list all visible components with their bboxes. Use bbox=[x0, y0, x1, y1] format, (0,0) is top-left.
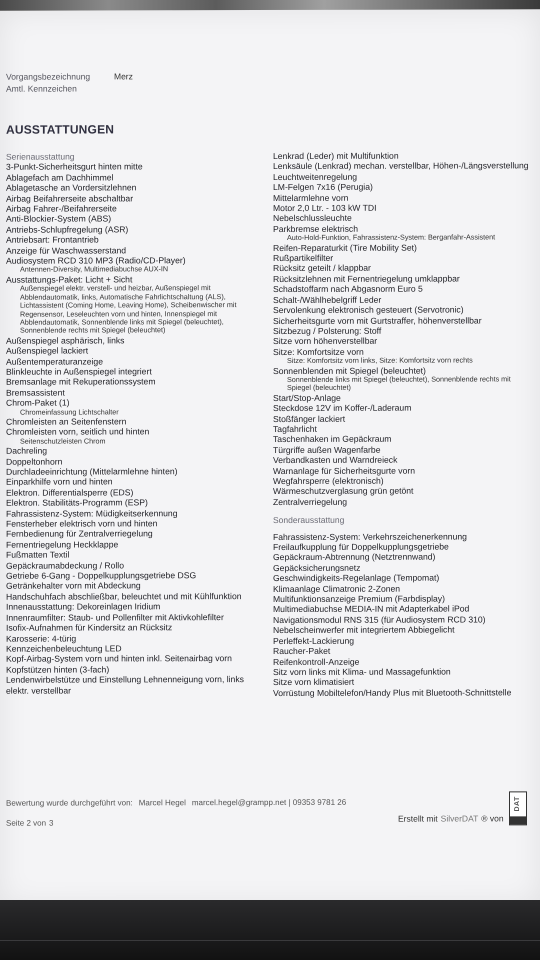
equipment-item: Getränkehalter vorn mit Abdeckung bbox=[6, 580, 141, 592]
kennzeichen-label: Amtl. Kennzeichen bbox=[6, 83, 77, 94]
equipment-item: Lendenwirbelstütze und Einstellung Lehnenneigung vorn, links elektr. verstellbar bbox=[6, 674, 244, 696]
equipment-item: Vorrüstung Mobiltelefon/Handy Plus mit Bluetooth-Schnittstelle bbox=[273, 687, 512, 698]
bewertung-name: Marcel Hegel bbox=[138, 798, 186, 808]
vorgang-label: Vorgangsbezeichnung bbox=[6, 71, 91, 82]
equipment-item: Warnanlage für Sicherheitsgurte vorn bbox=[273, 465, 416, 476]
equipment-item: Reifenkontroll-Anzeige bbox=[273, 656, 360, 667]
equipment-item: Durchladeeinrichtung (Mittelarmlehne hinten) bbox=[6, 466, 178, 477]
equipment-item: Tagfahrlicht bbox=[273, 423, 317, 434]
equipment-item: Fensterheber elektrisch vorn und hinten bbox=[6, 518, 158, 529]
equipment-detail: Sonnenblende links mit Spiegel (beleuchtet), Sonnenblende rechts mit Spiegel (beleuchtet) bbox=[287, 374, 511, 393]
equipment-item: Getriebe 6-Gang - Doppelkupplungsgetriebe DSG bbox=[6, 570, 197, 581]
equipment-item: Klimaanlage Climatronic 2-Zonen bbox=[273, 583, 401, 594]
equipment-item: Rücksitzlehnen mit Fernentriegelung umklappbar bbox=[273, 273, 460, 284]
equipment-item: Handschuhfach abschließbar, beleuchtet und mit Kühlfunktion bbox=[6, 590, 242, 602]
vorgang-value: Merz bbox=[114, 71, 133, 82]
equipment-item: Fahrassistenz-System: Verkehrszeichenerkennung bbox=[273, 531, 467, 542]
page-title: AUSSTATTUNGEN bbox=[6, 122, 115, 137]
equipment-item: Navigationsmodul RNS 315 (für Audiosystem RCD 310) bbox=[273, 614, 486, 625]
equipment-item: Chromleisten an Seitenfenstern bbox=[6, 416, 127, 427]
equipment-item: Fernentriegelung Heckklappe bbox=[6, 539, 119, 550]
equipment-list-sonder bbox=[273, 531, 535, 698]
section-title-serienausstattung: Serienausstattung bbox=[6, 151, 75, 162]
equipment-detail: Antennen-Diversity, Multimediabuchse AUX-IN bbox=[20, 264, 169, 275]
equipment-item: Außentemperaturanzeige bbox=[6, 355, 103, 367]
equipment-item: Bremsassistent bbox=[6, 387, 65, 398]
created-brand: SilverDAT bbox=[440, 813, 479, 824]
equipment-item: Steckdose 12V im Koffer-/Laderaum bbox=[273, 402, 412, 414]
equipment-item: Mittelarmlehne vorn bbox=[273, 192, 349, 203]
meta-row-kennzeichen bbox=[6, 82, 133, 94]
equipment-item: Fernbedienung für Zentralverriegelung bbox=[6, 528, 153, 540]
equipment-item: Ausstattungs-Paket: Licht + Sicht bbox=[6, 274, 133, 285]
equipment-item: Doppeltonhorn bbox=[6, 456, 63, 467]
equipment-item: Dachreling bbox=[6, 445, 48, 456]
created-suffix: ® von bbox=[481, 813, 504, 824]
equipment-item: Isofix-Aufnahmen für Kindersitz an Rücksitz bbox=[6, 622, 173, 633]
section-title-sonderausstattung: Sonderausstattung bbox=[273, 515, 345, 526]
footer bbox=[6, 796, 536, 828]
equipment-item: Nebelscheinwerfer mit integriertem Abbiegelicht bbox=[273, 624, 455, 636]
equipment-item: Chromleisten vorn, seitlich und hinten bbox=[6, 426, 150, 438]
equipment-item: Fußmatten Textil bbox=[6, 549, 70, 560]
equipment-item: Sitzbezug / Polsterung: Stoff bbox=[273, 325, 382, 336]
equipment-item: Außenspiegel asphärisch, links bbox=[6, 335, 125, 346]
equipment-item: Türgriffe außen Wagenfarbe bbox=[273, 444, 381, 455]
equipment-item: Reifen-Reparaturkit (Tire Mobility Set) bbox=[273, 242, 417, 253]
equipment-item: Ablagefach am Dachhimmel bbox=[6, 172, 114, 183]
created-with bbox=[398, 813, 504, 823]
bewertung-label: Bewertung wurde durchgeführt von: bbox=[6, 798, 133, 808]
equipment-list-left bbox=[6, 161, 268, 695]
equipment-detail: Auto-Hold-Funktion, Fahrassistenz-System: Berganfahr-Assistent bbox=[287, 232, 496, 243]
equipment-item: Lenkrad (Leder) mit Multifunktion bbox=[273, 150, 399, 161]
equipment-item: Anzeige für Waschwasserstand bbox=[6, 245, 127, 256]
equipment-item: Rücksitz geteilt / klappbar bbox=[273, 263, 371, 274]
equipment-item: Sitze vorn klimatisiert bbox=[273, 677, 355, 688]
equipment-item: Freilaufkupplung für Doppelkupplungsgetriebe bbox=[273, 541, 449, 553]
equipment-item: 3-Punkt-Sicherheitsgurt hinten mitte bbox=[6, 161, 143, 173]
equipment-item: Innenraumfilter: Staub- und Pollenfilter mit Aktivkohlefilter bbox=[6, 611, 224, 623]
equipment-item: Elektron. Differentialsperre (EDS) bbox=[6, 487, 134, 498]
equipment-item: Rußpartikelfilter bbox=[273, 252, 334, 264]
footer-bewertung bbox=[6, 797, 536, 807]
equipment-item: Nebelschlussleuchte bbox=[273, 213, 352, 224]
equipment-item: Motor 2,0 Ltr. - 103 kW TDI bbox=[273, 202, 377, 214]
dat-logo-icon bbox=[509, 791, 527, 825]
document-content bbox=[0, 9, 540, 905]
equipment-item: Lenksäule (Lenkrad) mechan. verstellbar, Höhen-/Längsverstellung bbox=[273, 160, 529, 172]
equipment-item: Verbandkasten und Warndreieck bbox=[273, 454, 398, 466]
equipment-item: Sitze vorn höhenverstellbar bbox=[273, 336, 378, 347]
equipment-item: Perleffekt-Lackierung bbox=[273, 635, 355, 646]
left-column bbox=[6, 151, 268, 696]
equipment-item: Kennzeichenbeleuchtung LED bbox=[6, 643, 122, 654]
meta-block bbox=[6, 70, 133, 94]
equipment-item: Innenausstattung: Dekoreinlagen Iridium bbox=[6, 601, 161, 612]
equipment-item: Elektron. Stabilitäts-Programm (ESP) bbox=[6, 497, 148, 508]
equipment-item: Servolenkung elektronisch gesteuert (Servotronic) bbox=[273, 304, 464, 316]
equipment-item: Audiosystem RCD 310 MP3 (Radio/CD-Player) bbox=[6, 255, 186, 266]
equipment-item: Stoßfänger lackiert bbox=[273, 413, 346, 424]
equipment-item: Leuchtweitenregelung bbox=[273, 171, 358, 182]
equipment-item: Ablagetasche an Vordersitzlehnen bbox=[6, 182, 137, 193]
equipment-item: Airbag Fahrer-/Beifahrerseite bbox=[6, 203, 117, 214]
equipment-item: Wärmeschutzverglasung grün getönt bbox=[273, 486, 414, 497]
equipment-item: Taschenhaken im Gepäckraum bbox=[273, 434, 392, 445]
photo-background-bottom bbox=[0, 900, 540, 960]
equipment-item: Sicherheitsgurte vorn mit Gurtstraffer, höhenverstellbar bbox=[273, 314, 482, 326]
equipment-item: Kopfstützen hinten (3-fach) bbox=[6, 664, 110, 675]
equipment-item: Anti-Blockier-System (ABS) bbox=[6, 213, 112, 225]
equipment-detail: Seitenschutzleisten Chrom bbox=[20, 436, 106, 446]
page-number bbox=[6, 819, 53, 828]
page-number-total: 3 bbox=[49, 818, 54, 828]
dat-logo-text: DAT bbox=[514, 796, 522, 812]
equipment-item: Gepäckraumabdeckung / Rollo bbox=[6, 560, 124, 571]
equipment-item: Schalt-/Wählhebelgriff Leder bbox=[273, 294, 382, 305]
equipment-item: Sitze: Komfortsitze vorn bbox=[273, 346, 364, 357]
equipment-item: Einparkhilfe vorn und hinten bbox=[6, 476, 113, 488]
equipment-item: Chrom-Paket (1) bbox=[6, 397, 70, 408]
equipment-detail: Sitze: Komfortsitz vorn links, Sitze: Komfortsitz vorn rechts bbox=[287, 355, 473, 366]
equipment-item: Schadstoffarm nach Abgasnorm Euro 5 bbox=[273, 283, 423, 295]
equipment-item: Gepäcksicherungsnetz bbox=[273, 562, 361, 573]
equipment-item: Fahrassistenz-System: Müdigkeitserkennung bbox=[6, 507, 178, 519]
equipment-item: Geschwindigkeits-Regelanlage (Tempomat) bbox=[273, 572, 440, 584]
dat-logo-bar bbox=[510, 816, 526, 824]
equipment-item: Zentralverriegelung bbox=[273, 496, 348, 507]
bewertung-contact: marcel.hegel@grampp.net | 09353 9781 26 bbox=[191, 797, 347, 808]
document-page bbox=[0, 9, 540, 905]
equipment-item: Kopf-Airbag-System vorn und hinten inkl. Seitenairbag vorn bbox=[6, 653, 232, 665]
equipment-item: Wegfahrsperre (elektronisch) bbox=[273, 475, 384, 486]
table-edge bbox=[0, 940, 540, 941]
equipment-item: Multifunktionsanzeige Premium (Farbdisplay) bbox=[273, 593, 445, 605]
equipment-item: Parkbremse elektrisch bbox=[273, 223, 359, 234]
equipment-item: Blinkleuchte in Außenspiegel integriert bbox=[6, 366, 152, 377]
page-number-label: Seite 2 von bbox=[6, 818, 47, 828]
equipment-item: Bremsanlage mit Rekuperationssystem bbox=[6, 376, 156, 388]
equipment-item: Außenspiegel lackiert bbox=[6, 345, 89, 356]
equipment-item: Multimediabuchse MEDIA-IN mit Adapterkabel iPod bbox=[273, 603, 470, 615]
equipment-item: Sonnenblenden mit Spiegel (beleuchtet) bbox=[273, 365, 426, 376]
equipment-detail: Außenspiegel elektr. verstell- und heizbar, Außenspiegel mit Abblendautomatik, links, Automatische Fahrlichtschaltung (ALS), Lichtassistent (Coming Home, Leaving Home), Scheibenwischer mit Regensensor, Leseleuchten vorn und hinten, Innenspiegel mit Abblendautomatik, Sonnenblende links mit Spiegel (beleuchtet), Sonnenblende rechts mit Spiegel (beleuchtet) bbox=[20, 283, 237, 335]
equipment-list-right bbox=[273, 150, 535, 507]
equipment-item: Antriebsart: Frontantrieb bbox=[6, 234, 99, 245]
equipment-item: LM-Felgen 7x16 (Perugia) bbox=[273, 181, 373, 193]
right-column bbox=[273, 150, 535, 698]
equipment-item: Airbag Beifahrerseite abschaltbar bbox=[6, 192, 134, 204]
meta-row-vorgang bbox=[6, 70, 133, 82]
created-prefix: Erstellt mit bbox=[398, 813, 438, 824]
equipment-item: Antriebs-Schlupfregelung (ASR) bbox=[6, 224, 129, 235]
equipment-item: Gepäckraum-Abtrennung (Netztrennwand) bbox=[273, 552, 436, 563]
equipment-item: Raucher-Paket bbox=[273, 645, 331, 657]
equipment-item: Karosserie: 4-türig bbox=[6, 633, 77, 644]
equipment-item: Start/Stop-Anlage bbox=[273, 392, 341, 403]
equipment-detail: Chromeinfassung Lichtschalter bbox=[20, 406, 119, 417]
equipment-item: Sitz vorn links mit Klima- und Massagefunktion bbox=[273, 666, 451, 677]
